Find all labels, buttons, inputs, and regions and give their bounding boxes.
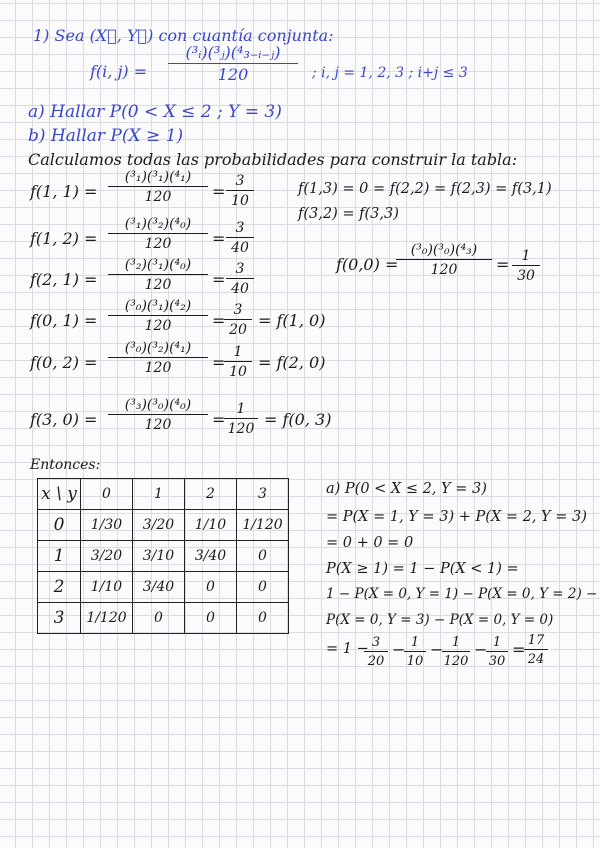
- final-term: [486, 636, 508, 668]
- term-denominator: 10: [404, 651, 426, 668]
- result-numerator: 17: [527, 633, 545, 648]
- minus-sign: −: [474, 640, 488, 659]
- f00-denominator: 120: [396, 259, 492, 277]
- final-term: [442, 636, 470, 668]
- row-header: 2: [38, 572, 81, 603]
- calc-symmetric: = f(0, 3): [264, 410, 332, 429]
- final-term: [404, 636, 426, 668]
- problem-statement: 1) Sea (X⃗, Y⃗) con cuantía conjunta:: [33, 26, 334, 45]
- row-header: 0: [38, 510, 81, 541]
- row-header: 1: [38, 541, 81, 572]
- term-numerator: 1: [410, 635, 420, 650]
- calc-lhs: f(0, 2) =: [30, 353, 98, 372]
- solution-b-line3: P(X = 0, Y = 3) − P(X = 0, Y = 0): [326, 612, 554, 628]
- term-numerator: 1: [492, 635, 502, 650]
- calc-denominator: 120: [108, 233, 208, 251]
- pmf-numerator: (³ᵢ)(³ⱼ)(⁴₃₋ᵢ₋ⱼ): [185, 43, 281, 62]
- f00-result: [512, 249, 540, 283]
- result-numerator: 3: [235, 261, 245, 277]
- table-cell: 1/10: [185, 510, 237, 541]
- calc-fraction: [108, 258, 208, 292]
- f00-result-denominator: 30: [512, 265, 540, 283]
- solution-a-line3: = 0 + 0 = 0: [326, 535, 414, 551]
- calc-numerator: (³₃)(³₀)(⁴₀): [124, 397, 192, 413]
- result-numerator: 3: [235, 173, 245, 189]
- calc-fraction: [108, 299, 208, 333]
- minus-sign: −: [392, 640, 406, 659]
- table-cell: 1/120: [81, 603, 133, 634]
- f00-lhs: f(0,0) =: [336, 255, 399, 274]
- table-cell: 1/120: [237, 510, 289, 541]
- table-intro: Entonces:: [30, 457, 101, 473]
- calc-numerator: (³₀)(³₂)(⁴₁): [124, 340, 192, 356]
- calc-intro: Calculamos todas las probabilidades para construir la tabla:: [28, 150, 518, 169]
- calc-symmetric: = f(1, 0): [258, 311, 326, 330]
- column-header: 1: [133, 479, 185, 510]
- result-denominator: 20: [224, 319, 252, 337]
- final-result: [524, 634, 548, 666]
- table-cell: 0: [237, 572, 289, 603]
- final-term: [364, 636, 388, 668]
- calc-result: [226, 174, 254, 208]
- table-row: [38, 510, 289, 541]
- calc-lhs: f(1, 1) =: [30, 182, 98, 201]
- calc-numerator: (³₁)(³₂)(⁴₀): [124, 216, 192, 232]
- calc-result: [224, 345, 252, 379]
- calc-equals: =: [212, 311, 226, 330]
- f00-equals: =: [496, 255, 510, 274]
- result-denominator: 40: [226, 278, 254, 296]
- result-denominator: 24: [524, 649, 548, 666]
- calc-result: [226, 221, 254, 255]
- calc-fraction: [108, 217, 208, 251]
- table-header-row: [38, 479, 289, 510]
- solution-a-line1: a) P(0 < X ≤ 2, Y = 3): [326, 481, 487, 497]
- result-denominator: 10: [226, 190, 254, 208]
- zero-equalities-cont: f(3,2) = f(3,3): [298, 206, 399, 222]
- table-cell: 0: [185, 572, 237, 603]
- term-denominator: 20: [364, 651, 388, 668]
- calc-equals: =: [212, 270, 226, 289]
- result-denominator: 40: [226, 237, 254, 255]
- table-cell: 1/30: [81, 510, 133, 541]
- calc-denominator: 120: [108, 357, 208, 375]
- calc-fraction: [108, 341, 208, 375]
- column-header: 2: [185, 479, 237, 510]
- f00-numerator: (³₀)(³₀)(⁴₃): [410, 242, 478, 258]
- calc-equals: =: [212, 410, 226, 429]
- solution-b-line1: P(X ≥ 1) = 1 − P(X < 1) =: [326, 561, 519, 577]
- calc-lhs: f(2, 1) =: [30, 270, 98, 289]
- result-numerator: 1: [236, 401, 246, 417]
- calc-equals: =: [212, 182, 226, 201]
- row-header: 3: [38, 603, 81, 634]
- term-numerator: 1: [451, 635, 461, 650]
- table-cell: 0: [237, 541, 289, 572]
- table-cell: 3/40: [133, 572, 185, 603]
- calc-result: [224, 402, 258, 436]
- term-denominator: 30: [486, 651, 508, 668]
- f00-result-numerator: 1: [521, 248, 531, 264]
- calc-lhs: f(3, 0) =: [30, 410, 98, 429]
- result-denominator: 10: [224, 361, 252, 379]
- zero-equalities: f(1,3) = 0 = f(2,2) = f(2,3) = f(3,1): [298, 181, 552, 197]
- result-numerator: 3: [233, 302, 243, 318]
- column-header: 0: [81, 479, 133, 510]
- pmf-fraction: [168, 45, 298, 83]
- calc-symmetric: = f(2, 0): [258, 353, 326, 372]
- table-corner-header: x \ y: [38, 479, 81, 510]
- table-cell: 0: [185, 603, 237, 634]
- table-cell: 1/10: [81, 572, 133, 603]
- f00-fraction: [396, 243, 492, 277]
- calc-denominator: 120: [108, 315, 208, 333]
- table-cell: 3/20: [133, 510, 185, 541]
- calc-result: [224, 303, 252, 337]
- part-b-statement: b) Hallar P(X ≥ 1): [28, 126, 184, 146]
- calc-equals: =: [212, 229, 226, 248]
- pmf-lhs: f(i, j) =: [90, 62, 148, 81]
- joint-probability-table: [37, 478, 289, 634]
- calc-denominator: 120: [108, 414, 208, 432]
- table-row: [38, 572, 289, 603]
- equals-sign: =: [512, 640, 526, 659]
- calc-lhs: f(1, 2) =: [30, 229, 98, 248]
- calc-result: [226, 262, 254, 296]
- calc-denominator: 120: [108, 274, 208, 292]
- final-start: = 1 −: [326, 641, 369, 657]
- column-header: 3: [237, 479, 289, 510]
- calc-numerator: (³₂)(³₁)(⁴₀): [124, 257, 192, 273]
- calc-equals: =: [212, 353, 226, 372]
- term-denominator: 120: [442, 651, 470, 668]
- calc-numerator: (³₀)(³₁)(⁴₂): [124, 298, 192, 314]
- solution-b-line2: 1 − P(X = 0, Y = 1) − P(X = 0, Y = 2) −: [326, 586, 598, 602]
- calc-denominator: 120: [108, 186, 208, 204]
- result-numerator: 1: [233, 344, 243, 360]
- part-a-statement: a) Hallar P(0 < X ≤ 2 ; Y = 3): [28, 102, 282, 122]
- solution-a-line2: = P(X = 1, Y = 3) + P(X = 2, Y = 3): [326, 509, 587, 525]
- calc-lhs: f(0, 1) =: [30, 311, 98, 330]
- pmf-domain: ; i, j = 1, 2, 3 ; i+j ≤ 3: [312, 65, 468, 81]
- table-cell: 3/20: [81, 541, 133, 572]
- result-numerator: 3: [235, 220, 245, 236]
- result-denominator: 120: [224, 418, 258, 436]
- calc-numerator: (³₁)(³₁)(⁴₁): [124, 169, 192, 185]
- table-cell: 3/10: [133, 541, 185, 572]
- table-row: [38, 541, 289, 572]
- pmf-denominator: 120: [168, 63, 298, 83]
- minus-sign: −: [430, 640, 444, 659]
- table-row: [38, 603, 289, 634]
- table-cell: 0: [237, 603, 289, 634]
- table-cell: 3/40: [185, 541, 237, 572]
- table-cell: 0: [133, 603, 185, 634]
- calc-fraction: [108, 398, 208, 432]
- calc-fraction: [108, 170, 208, 204]
- term-numerator: 3: [371, 635, 381, 650]
